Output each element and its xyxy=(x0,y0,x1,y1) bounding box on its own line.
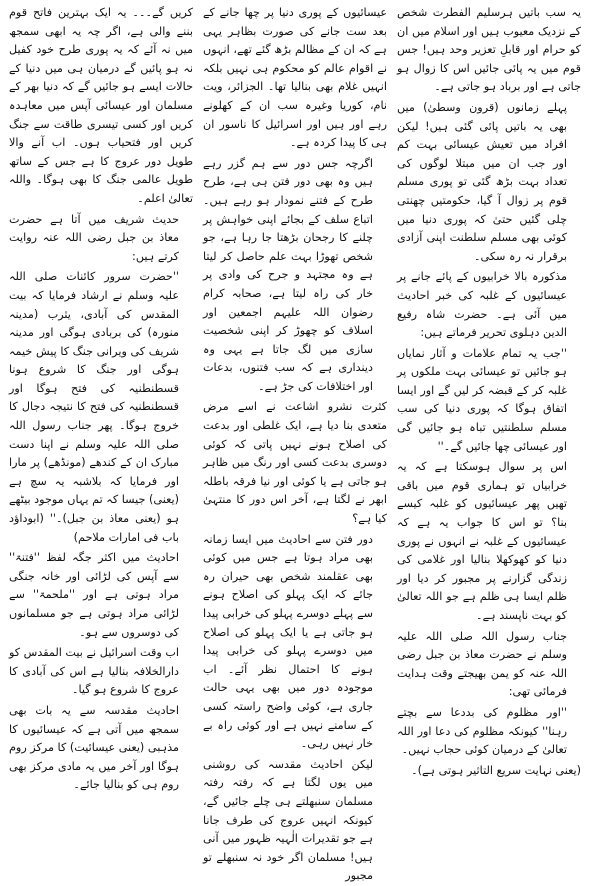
paragraph: لیکن احادیث مقدسہ کی روشنی میں یوں لگتا ہے کہ رفتہ رفتہ مسلمان سنبھلتے ہی چلے جائیں گے، کیونکہ انہیں عروج کی طرف جانا ہے جو تقدیرات الٰہیہ ظہور میں آنی ہیں! مسلمان اگر خود نہ سنبھلے تو مجبور xyxy=(203,757,373,883)
paragraph: پہلے زمانوں (قرون وسطیٰ) میں بھی یہ باتیں پائی گئی ہیں! لیکن افراد میں تعیش عیسائی بہت کم اور جب ان میں مبتلا لوگوں کی تعداد بہت بڑھ گئی تو پوری مسلم قوم پر زوال آ گیا، حکومتیں چھنتی چلی گئیں حتیٰ کہ پوری دنیا میں کوئی بھی مسلم سلطنت اپنی آزادی برقرار نہ رہ سکی۔ xyxy=(397,100,567,263)
paragraph: حدیث شریف میں آتا ہے حضرت معاذ بن جبل رضی اللہ عنہ روایت کرتے ہیں: xyxy=(9,212,179,263)
paragraph: دور فتن سے احادیث میں ایسا زمانہ بھی مراد ہوتا ہے جس میں کوئی بھی عقلمند شخص بھی حیران رہ جائے کہ ایک پہلو کی اصلاح ہونے سے پہلے دوسرے پہلو کی خرابی پیدا ہو جاتی ہے یا ایک پہلو کی اصلاح میں دوسرے پہلو کی خرابی پیدا ہونے کا احتمال نظر آئے۔ اب موجودہ دور میں بھی یہی حالت جاری ہے، کوئی واضح راستہ کسی کے سامنے نہیں ہے اور کوئی راہ بے خار نہیں رہی۔ xyxy=(203,532,373,751)
paragraph: کریں گے۔۔۔ یہ ایک بہترین فاتح قوم بننے والی ہے، اگر چہ یہ ابھی سمجھ میں نہ آئے کہ یہ پوری طرح خود کفیل نہ ہو پائیں گے درمیان ہی میں دنیا کے حالات ایسے ہو جائیں گے کہ دنیا بھر کے مسلمان اور عیسائی آپس میں معاہدہ کریں اور کسی تیسری طاقت سے جنگ کریں اور فتحیاب ہوں۔ اب آنے والا طویل دور عروج کا ہے جس کے ساتھ طویل عالمی جنگ کا بھی ہوگا۔ واللہ تعالیٰ اعلم۔ xyxy=(9,6,193,205)
text-column-middle xyxy=(198,4,392,883)
text-column-right xyxy=(392,4,586,810)
paragraph: اس پر سوال ہوسکتا ہے کہ یہ خرابیاں تو ہماری قوم میں باقی تھیں پھر عیسائیوں کو غلبہ کیسے بنا؟ تو اس کا جواب یہ ہے کہ عیسائیوں کے غلبہ نے انہوں نے پوری دنیا کو کھوکھلا بنالیا اور غلامی کی زندگی گزارنے پر مجبور کر دیا اور ظلم ایسا ہی ظلم ہے جو اللہ تعالیٰ کو بہت ناپسند ہے۔ xyxy=(397,460,567,622)
text-column-left xyxy=(4,4,198,810)
paragraph: احادیث مقدسہ سے یہ بات بھی سمجھ میں آتی ہے کہ عیسائیوں کا مذہبی (یعنی عیسائیت) کا مرکز روم ہوگا اور آخر میں یہ مادی مرکز بھی روم ہی کو بنالیا جائے۔ xyxy=(9,703,179,792)
paragraph: اب وقت اسرائیل نے بیت المقدس کو دارالخلافہ بنالیا ہے اس کی آبادی کا عروج کا شروع ہو گیا۔ xyxy=(9,646,179,697)
paragraph: اگرچہ جس دور سے ہم گزر رہے ہیں وہ بھی دور فتن ہی ہے، طرح طرح کے فتنے نمودار ہو رہے ہیں۔ اتباع سلف کے بجائے اپنی خواہش پر چلنے کا رجحان بڑھتا جا رہا ہے، جو شخص تھوڑا بہت علم حاصل کر لیتا ہے وہ مجتہد و جرح کی وادی پر خار کی راہ لیتا ہے، صحابہ کرام رضوان اللہ علیہم اجمعین اور اسلاف کو چھوڑ کر اپنی شخصیت سازی میں لگ جاتا ہے یہی وہ دینداری ہے کہ سب فتنوں، بدعات اور اختلافات کی جڑ ہے۔ xyxy=(203,156,373,393)
quotation: ''جب یہ تمام علامات و آثار نمایاں ہو جائیں تو عیسائی بہت ملکوں پر غلبہ کر کے قبضہ کر لیں گے اور ایسا اتفاق ہوگا کہ پوری دنیا کی سب مسلم سلطنتیں تباہ ہو جائیں گی اور عیسائی چھا جائیں گے۔'' xyxy=(397,346,567,453)
paragraph: کثرت نشرو اشاعت نے اسے مرض متعدی بنا دیا ہے، ایک غلطی اور بدعت کی اصلاح ہونے نہیں پاتی کہ کوئی دوسری بدعت کسی اور رنگ میں ظاہر ہو جاتی ہے یا کوئی اور نیا فرقہ باطلہ ابھر نے لگتا ہے، آخر اس دور کا منتہیٰ کیا ہے؟ xyxy=(203,400,387,526)
quotation: ''اور مظلوم کی بددعا سے بچتے رہنا'' کیونکہ مظلوم کی دعا اور اللہ تعالیٰ کے درمیان کوئی حجاب نہیں۔ xyxy=(397,705,567,757)
paragraph: (یعنی نہایت سریع التاثیر ہوتی ہے)۔ xyxy=(411,763,581,777)
paragraph: عیسائیوں کے پوری دنیا پر چھا جانے کے بعد ست جانے کی صورت بظاہر یہی ہے کہ ان کے مظالم بڑھ گئے تھے، انہوں نے اقوام عالم کو محکوم ہی نہیں بلکہ انہیں غلام بھی بنالیا تھا۔ الجزائر، ویت نام، کوریا وغیرہ سب ان کے کھلونے رہے اور ہیں اور اسرائیل کا ناسور ان ہی کا پیدا کردہ ہے۔ xyxy=(203,6,387,150)
hadith-quotation: ''حضرت سرور کائنات صلی اللہ علیہ وسلم نے ارشاد فرمایا کہ بیت المقدس کی آبادی، یثرب (مدینہ منورہ) کی بربادی ہوگی اور مدینہ شریف کی ویرانی جنگ کا پیش خیمہ ہوگی اور جنگ کا شروع ہونا قسطنطنیہ کی فتح ہوگا اور قسطنطنیہ کی فتح کا نتیجہ دجال کا خروج ہوگا۔ پھر جناب رسول اللہ صلی اللہ علیہ وسلم نے اپنا دست مبارک ان کے کندھے (مونڈھے) پر مارا اور فرمایا کہ بلاشبہ یہ سچ ہے (یعنی) جیسا کہ تم یہاں موجود بیٹھے ہو (یعنی معاذ بن جبل)۔'' (ابوداؤد باب فی امارات ملاحم) xyxy=(9,270,179,544)
paragraph: احادیث میں اکثر جگہ لفظ ''فتنۃ'' سے آپس کی لڑائی اور خانہ جنگی مراد ہوتی ہے اور ''ملحمۃ'' سے لڑائی مراد ہوتی ہے جو مسلمانوں کی دوسروں سے ہو۔ xyxy=(9,551,179,639)
paragraph: جناب رسول اللہ صلی اللہ علیہ وسلم نے حضرت معاذ بن جبل رضی اللہ عنہ کو یمن بھیجتے وقت ہدایت فرمائی تھی: xyxy=(397,629,567,699)
paragraph: یہ سب باتیں ہرسلیم الفطرت شخص کے نزدیک معیوب ہیں اور اسلام میں ان کو حرام اور قابلِ تعزیر وحد ہیں! جس قوم میں یہ پائی جائیں اس کا زوال ہو جاتی ہے اور برباد ہو جاتی ہے۔ xyxy=(397,6,581,94)
columns-container xyxy=(4,4,586,883)
paragraph: مذکورہ بالا خرابیوں کے پائے جانے پر عیسائیوں کے غلبہ کی خبر احادیث میں آئی ہے۔ حضرت شاہ رفیع الدین دہلوی تحریر فرماتے ہیں: xyxy=(397,270,567,340)
